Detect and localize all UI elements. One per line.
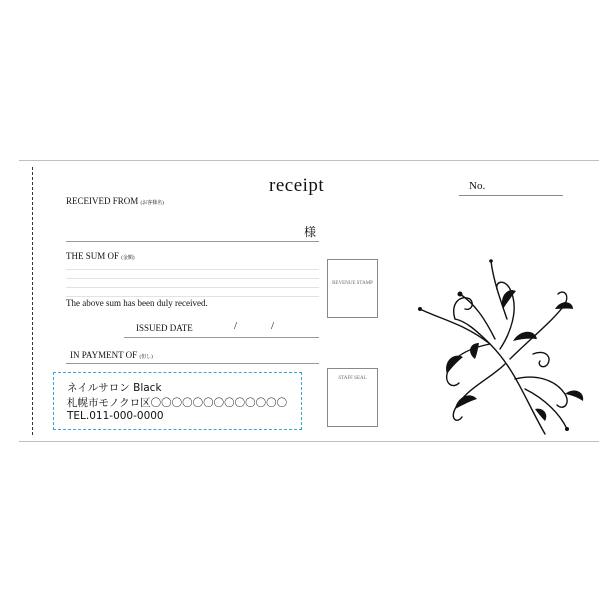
sum-amount-area (66, 261, 319, 297)
received-from-line (66, 241, 319, 242)
receipt-title: receipt (269, 175, 325, 196)
issued-date-line (124, 337, 319, 338)
received-statement: The above sum has been duly received. (66, 298, 208, 308)
issued-date-label: ISSUED DATE (136, 323, 193, 333)
received-from-note: (お客様名) (140, 201, 164, 206)
receipt-card (19, 160, 599, 442)
staff-seal-box (327, 368, 378, 427)
receipt-number-label: No. (469, 180, 486, 192)
shop-tel: TEL.011-000-0000 (67, 410, 164, 422)
receipt-number-line (459, 195, 563, 196)
sum-note: (金額) (121, 256, 135, 261)
payment-line (66, 363, 319, 364)
sum-label (66, 251, 135, 261)
perforation-line (32, 167, 33, 435)
date-separator: / (234, 320, 238, 332)
payment-note: (但し) (139, 355, 153, 360)
staff-seal-label: STAFF SEAL (338, 376, 367, 381)
payment-text: IN PAYMENT OF (70, 350, 138, 360)
revenue-stamp-label: REVENUE STAMP (332, 281, 373, 286)
floral-swirl-ornament-icon (395, 249, 595, 439)
date-separator: / (271, 320, 275, 332)
payment-label (70, 350, 153, 360)
shop-info-box (53, 372, 302, 430)
sum-text: THE SUM OF (66, 251, 120, 261)
received-from-text: RECEIVED FROM (66, 196, 139, 206)
shop-address: 札幌市モノクロ区〇〇〇〇〇〇〇〇〇〇〇〇〇 (67, 397, 288, 409)
honorific: 様 (304, 225, 317, 239)
received-from-label (66, 196, 164, 206)
revenue-stamp-box (327, 259, 378, 318)
shop-name: ネイルサロン Black (67, 382, 162, 394)
